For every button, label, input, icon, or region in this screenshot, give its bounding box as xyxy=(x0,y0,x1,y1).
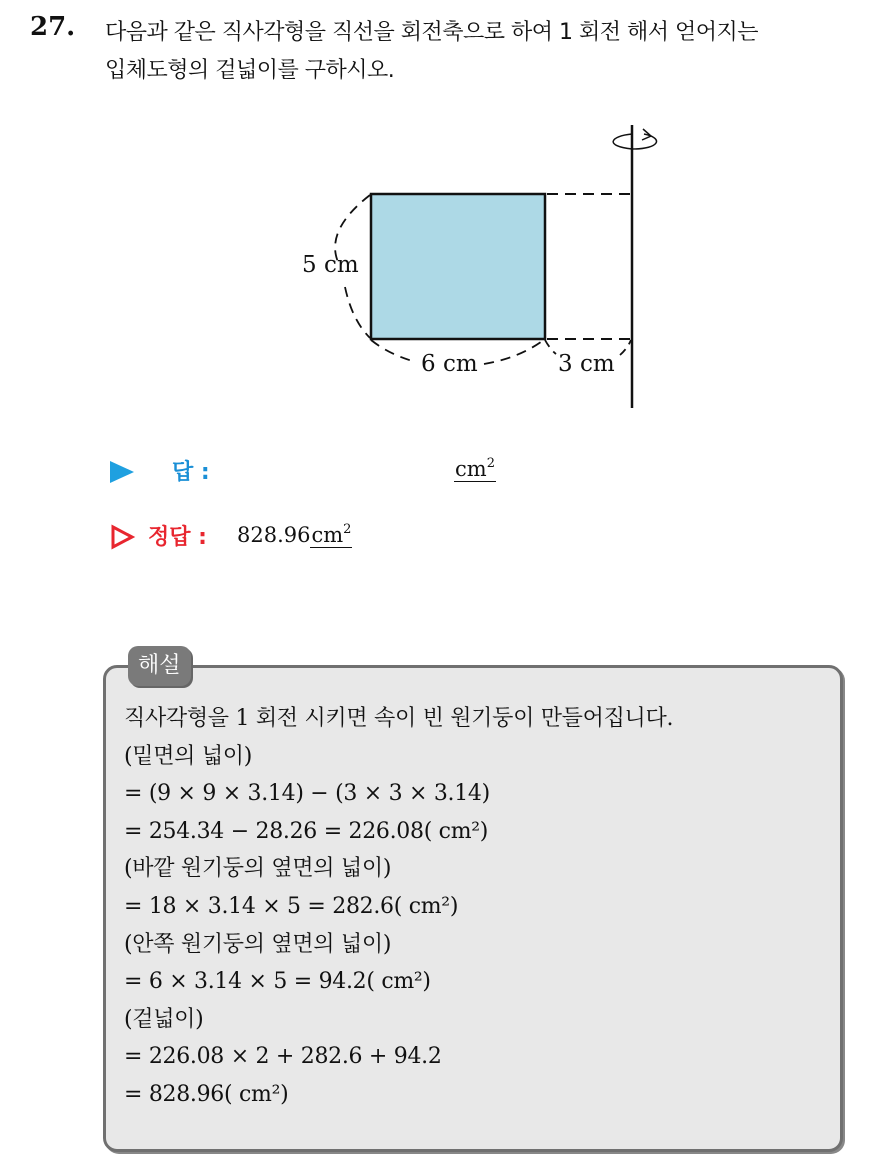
rectangle-shape xyxy=(371,194,545,339)
answer-unit[interactable] xyxy=(454,457,496,482)
height-bracket xyxy=(345,287,370,338)
gap-label: 3 cm xyxy=(558,351,615,377)
correct-answer-unit-exponent: 2 xyxy=(343,522,352,537)
play-triangle-icon xyxy=(110,461,134,483)
solution-line: = (9 × 9 × 3.14) − (3 × 3 × 3.14) xyxy=(124,781,490,807)
correct-answer-unit-text: cm xyxy=(311,523,344,547)
width-label: 6 cm xyxy=(421,351,478,377)
solution-tab: 해설 xyxy=(128,646,191,686)
solution-line: = 6 × 3.14 × 5 = 94.2( cm²) xyxy=(124,969,431,995)
answer-label: 답 : xyxy=(172,460,210,485)
height-label: 5 cm xyxy=(302,252,359,278)
answer-unit-text: cm xyxy=(455,457,487,481)
question-number: 27. xyxy=(30,12,76,42)
width-bracket xyxy=(484,339,545,364)
solution-line: (겉넓이) xyxy=(124,1006,204,1032)
question-line: 입체도형의 겉넓이를 구하시오. xyxy=(105,58,395,83)
width-bracket xyxy=(371,340,416,362)
solution-line: (안쪽 원기둥의 옆면의 넓이) xyxy=(124,931,392,957)
outline-triangle-icon xyxy=(110,524,136,550)
solution-line: = 18 × 3.14 × 5 = 282.6( cm²) xyxy=(124,893,459,919)
solution-line: (바깥 원기둥의 옆면의 넓이) xyxy=(124,856,392,882)
question-line: 다음과 같은 직사각형을 직선을 회전축으로 하여 1 회전 해서 얻어지는 xyxy=(105,20,758,45)
solution-line: (밑면의 넓이) xyxy=(124,743,253,769)
solution-line: = 254.34 − 28.26 = 226.08( cm²) xyxy=(124,818,489,844)
correct-answer-label: 정답 : xyxy=(148,525,207,550)
rotation-figure xyxy=(0,0,884,430)
solution-line: = 226.08 × 2 + 282.6 + 94.2 xyxy=(124,1044,442,1070)
answer-unit-exponent: 2 xyxy=(486,456,495,471)
gap-bracket xyxy=(620,340,631,355)
correct-answer-value xyxy=(237,520,352,550)
correct-answer-unit xyxy=(310,523,352,548)
correct-answer-number: 828.96 xyxy=(237,523,311,547)
solution-content xyxy=(124,700,824,1114)
solution-line: = 828.96( cm²) xyxy=(124,1081,289,1107)
solution-line: 직사각형을 1 회전 시키면 속이 빈 원기둥이 만들어집니다. xyxy=(124,706,674,731)
gap-bracket xyxy=(545,340,556,354)
